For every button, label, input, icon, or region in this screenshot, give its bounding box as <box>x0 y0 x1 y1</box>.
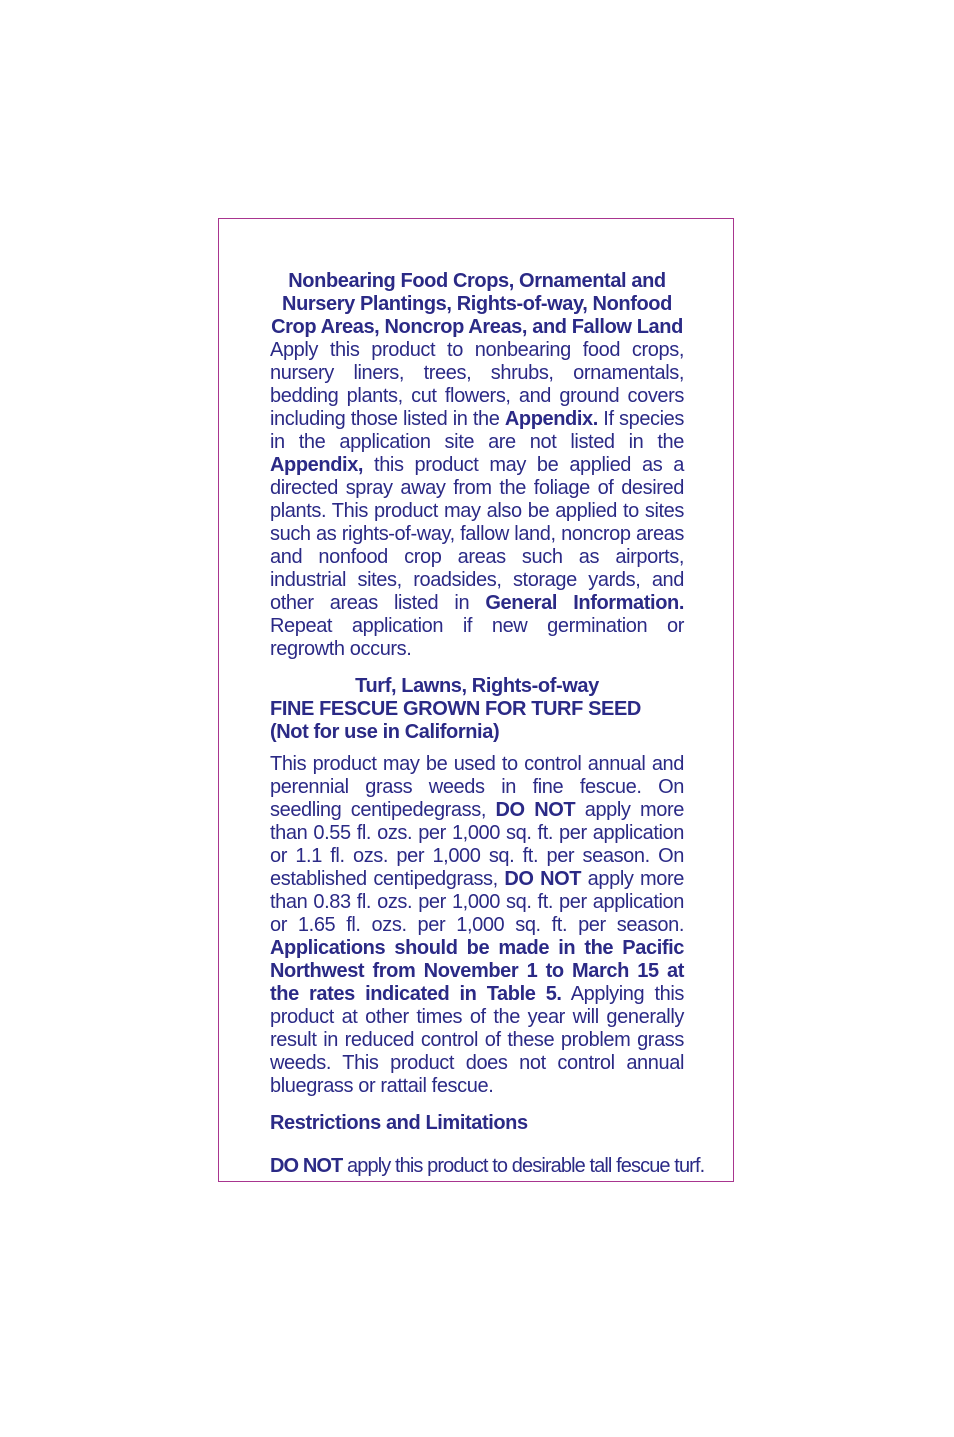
text-run: Applying this product at other times of the year will generally result in reduced control of these problem grass weeds. This product does not control annual bluegrass or rattail fescue. <box>270 983 684 1097</box>
paragraph-restrictions <box>270 1155 705 1178</box>
section-heading-nonbearing <box>270 270 684 339</box>
text-run: If species in the application site are not listed in the <box>270 408 685 453</box>
bold-run: DO NOT <box>495 799 576 821</box>
section-heading-turf: Turf, Lawns, Rights-of-way <box>355 675 599 697</box>
text-run: apply more than 0.83 fl. ozs. per 1,000 sq. ft. per application or 1.65 fl. ozs. per 1,000 sq. ft. per season. <box>270 868 684 936</box>
paragraph-fine-fescue <box>270 753 684 1098</box>
subheading-line-2: (Not for use in California) <box>270 721 500 743</box>
text-run: Apply this product to nonbearing food crops, nursery liners, trees, shrubs, ornamentals, bedding plants, cut flowers, and ground covers including those listed in the <box>270 339 684 430</box>
text-run: apply more than 0.55 fl. ozs. per 1,000 sq. ft. per application or 1.1 fl. ozs. per 1,000 sq. ft. per season. On established centipedgrass, <box>270 799 684 890</box>
section-restrictions <box>270 1112 705 1178</box>
heading-line-2: Nursery Plantings, Rights-of-way, Nonfood <box>282 293 672 315</box>
text-run: apply this product to desirable tall fescue turf. <box>342 1155 705 1177</box>
paragraph-nonbearing <box>270 339 684 661</box>
bold-run: General Information. <box>485 592 684 614</box>
section-heading-restrictions: Restrictions and Limitations <box>270 1112 528 1134</box>
section-turf-lawns <box>270 675 684 1098</box>
bold-run: Applications should be made in the Pacific Northwest from November 1 to March 15 at the rates indicated in Table 5. <box>270 937 684 1005</box>
bold-run: DO NOT <box>504 868 582 890</box>
text-run: this product may be applied as a directed spray away from the foliage of desired plants. This product may also be applied to sites such as rights-of-way, fallow land, noncrop areas and nonfood crop areas such as airports, industrial sites, roadsides, storage yards, and other areas listed in <box>270 454 684 614</box>
section-nonbearing-crops <box>270 270 684 661</box>
subheading-fine-fescue <box>270 698 684 744</box>
bold-run: Appendix, <box>270 454 364 476</box>
label-content <box>270 270 705 1198</box>
heading-line-3: Crop Areas, Noncrop Areas, and Fallow Land <box>271 316 683 338</box>
heading-line-1: Nonbearing Food Crops, Ornamental and <box>288 270 666 292</box>
text-run: Repeat application if new germination or regrowth occurs. <box>270 615 684 660</box>
bold-run: Appendix. <box>504 408 598 430</box>
subheading-line-1: FINE FESCUE GROWN FOR TURF SEED <box>270 698 641 720</box>
bold-run: DO NOT <box>270 1155 343 1177</box>
text-run: This product may be used to control annual and perennial grass weeds in fine fescue. On seedling centipedegrass, <box>270 753 684 821</box>
